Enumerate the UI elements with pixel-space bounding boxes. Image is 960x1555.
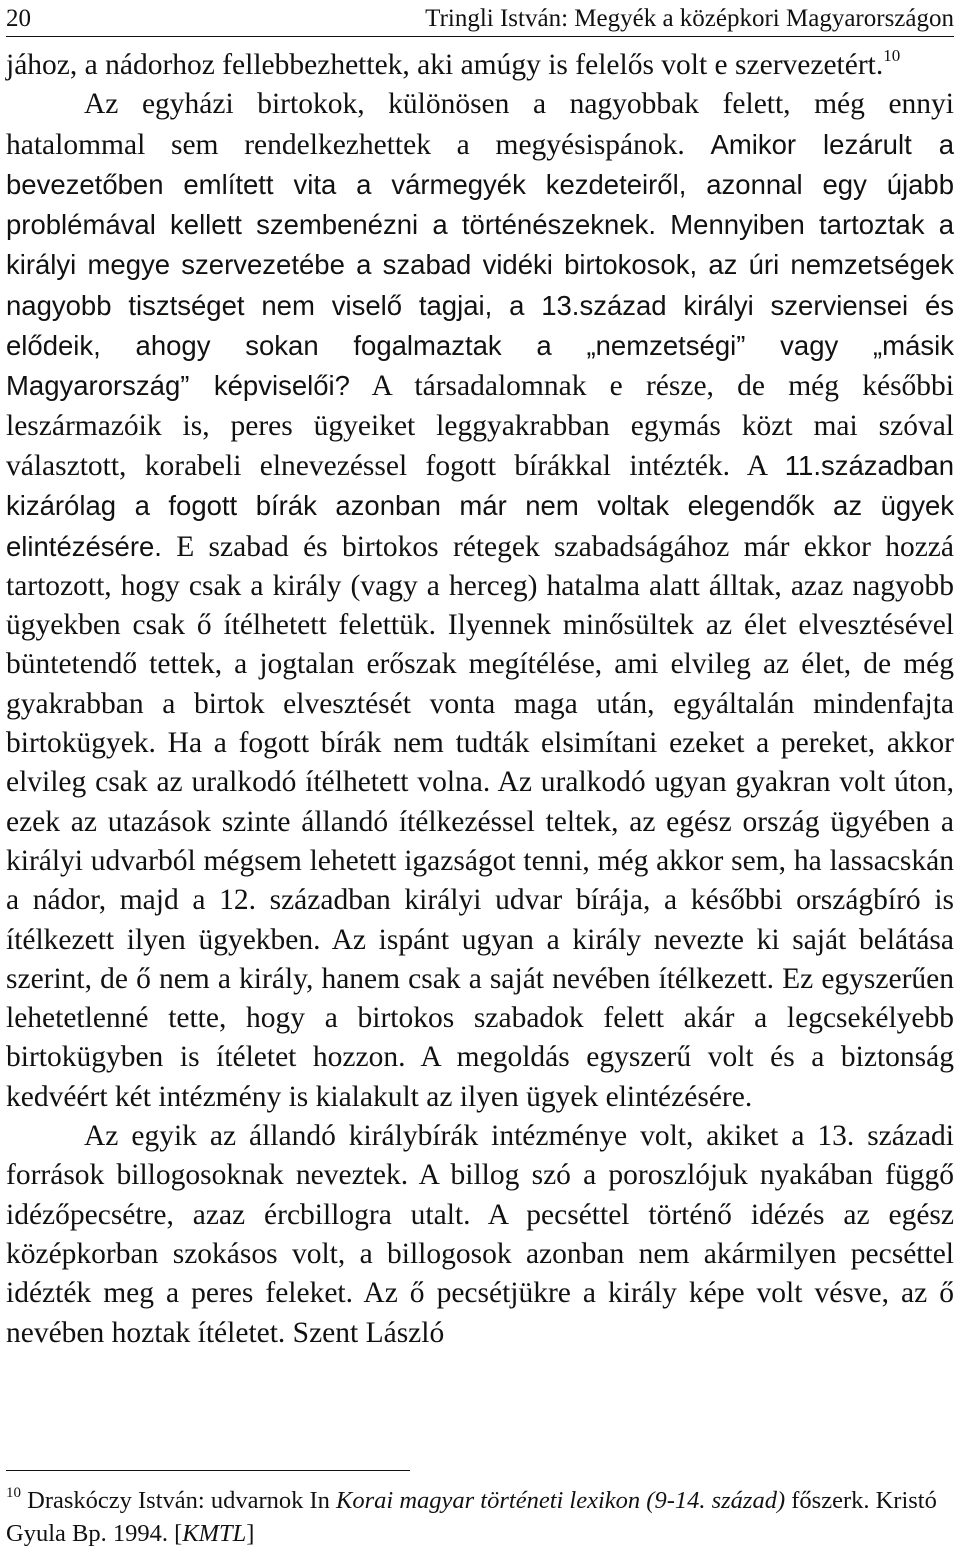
paragraph-2: [6, 85, 954, 1117]
paragraph-2-text-a: Az egyházi birtokok, különösen a nagyobbak felett, még ennyi hatalommal sem rendelkezhettek a megyésispánok.: [6, 88, 954, 161]
footnote-title: Korai magyar történeti lexikon (9-14. század): [336, 1487, 786, 1514]
paragraph-3: Az egyik az állandó királybírák intézménye volt, akiket a 13. századi források billogosoknak neveztek. A billog szó a poroszlójuk nyakában függő idézőpecsétre, azaz ércbillogra utalt. A pecséttel történő idézés az egész középkorban szokásos volt, a billogosok azonban nem akármilyen pecséttel idézték meg a peres feleket. Az ő pecsétjükre a király képe volt vésve, az ő nevében hoztak ítéletet. Szent László: [6, 1120, 954, 1349]
page-number: 20: [6, 5, 31, 32]
footnote-number: 10: [6, 1485, 21, 1501]
footnote-abbrev: KMTL: [182, 1520, 247, 1547]
footnote-text-c: ]: [246, 1520, 255, 1547]
paragraph-2-text-c: E szabad és birtokos rétegek szabadságához már ekkor hozzá tartozott, hogy csak a király (vagy a herceg) hatalma alatt álltak, azaz nagyobb ügyekben csak ő ítélhetett felettük. Ilyennek minősültek az élet elvesztésével büntetendő tettek, a jogtalan erőszak megítélése, ami elvileg az élet, de még gyakrabban a birtok elvesztését vonta maga után, egyáltalán mindenfajta birtokügyek. Ha a fogott bírák nem tudták elsimítani ezeket a pereket, akkor elvileg csak az uralkodó ítélhetett volna. Az uralkodó ugyan gyakran volt úton, ezek az utazások szinte állandó ítélkezéssel teltek, az egész ország ügyében a királyi udvarból mégsem lehetett igazságot tenni, még akkor sem, ha lassacskán a nádor, majd a 12. században királyi udvar bírája, a későbbi országbíró is ítélkezett ilyen ügyekben. Az ispánt ugyan a király nevezte ki saját belátása szerint, de ő nem a király, hanem csak a saját nevében ítélkezett. Ez egyszerűen lehetetlenné tette, hogy a birtokos szabadok felett akár a legcsekélyebb birtokügyben is ítéletet hozzon. A megoldás egyszerű volt és a biztonság kedvéért két intézmény is kialakult az ilyen ügyek elintézésére.: [6, 530, 954, 1113]
body-text: [6, 46, 954, 1353]
paragraph-2-text-b: A társadalomnak e része, de még későbbi leszármazóik is, peres ügyeiket leggyakrabban egymás közt mai szóval választott, korabeli elnevezéssel fogott bírákkal intézték. A: [6, 370, 954, 482]
running-title: Tringli István: Megyék a középkori Magyarországon: [425, 5, 954, 32]
header-rule: [6, 36, 954, 37]
paragraph-1: [6, 46, 954, 85]
footnote-text-a: Draskóczy István: udvarnok In: [21, 1487, 337, 1514]
footnote-rule: [6, 1470, 410, 1471]
footnote: [6, 1484, 954, 1550]
paragraph-1-text: jához, a nádorhoz fellebbezhettek, aki amúgy is felelős volt e szervezetért.: [6, 49, 884, 81]
footnote-ref: 10: [883, 46, 901, 65]
paragraph-2-sans-b: 11.században kizárólag a fogott bírák azonban már nem voltak elegendők az ügyek elintézésére.: [6, 449, 954, 562]
page-header: [6, 0, 954, 34]
footnote-text-b: főszerk. Kristó Gyula Bp. 1994. [: [6, 1487, 937, 1547]
paragraph-2-sans-a: Amikor lezárult a bevezetőben említett vita a vármegyék kezdeteiről, azonnal egy újabb problémával kellett szembenézni a történészeknek. Mennyiben tartoztak a királyi megye szervezetébe a szabad vidéki birtokosok, az úri nemzetségek nagyobb tisztséget nem viselő tagjai, a 13.század királyi szerviensei és elődeik, ahogy sokan fogalmaztak a „nemzetségi” vagy „másik Magyarország” képviselői?: [6, 128, 954, 402]
